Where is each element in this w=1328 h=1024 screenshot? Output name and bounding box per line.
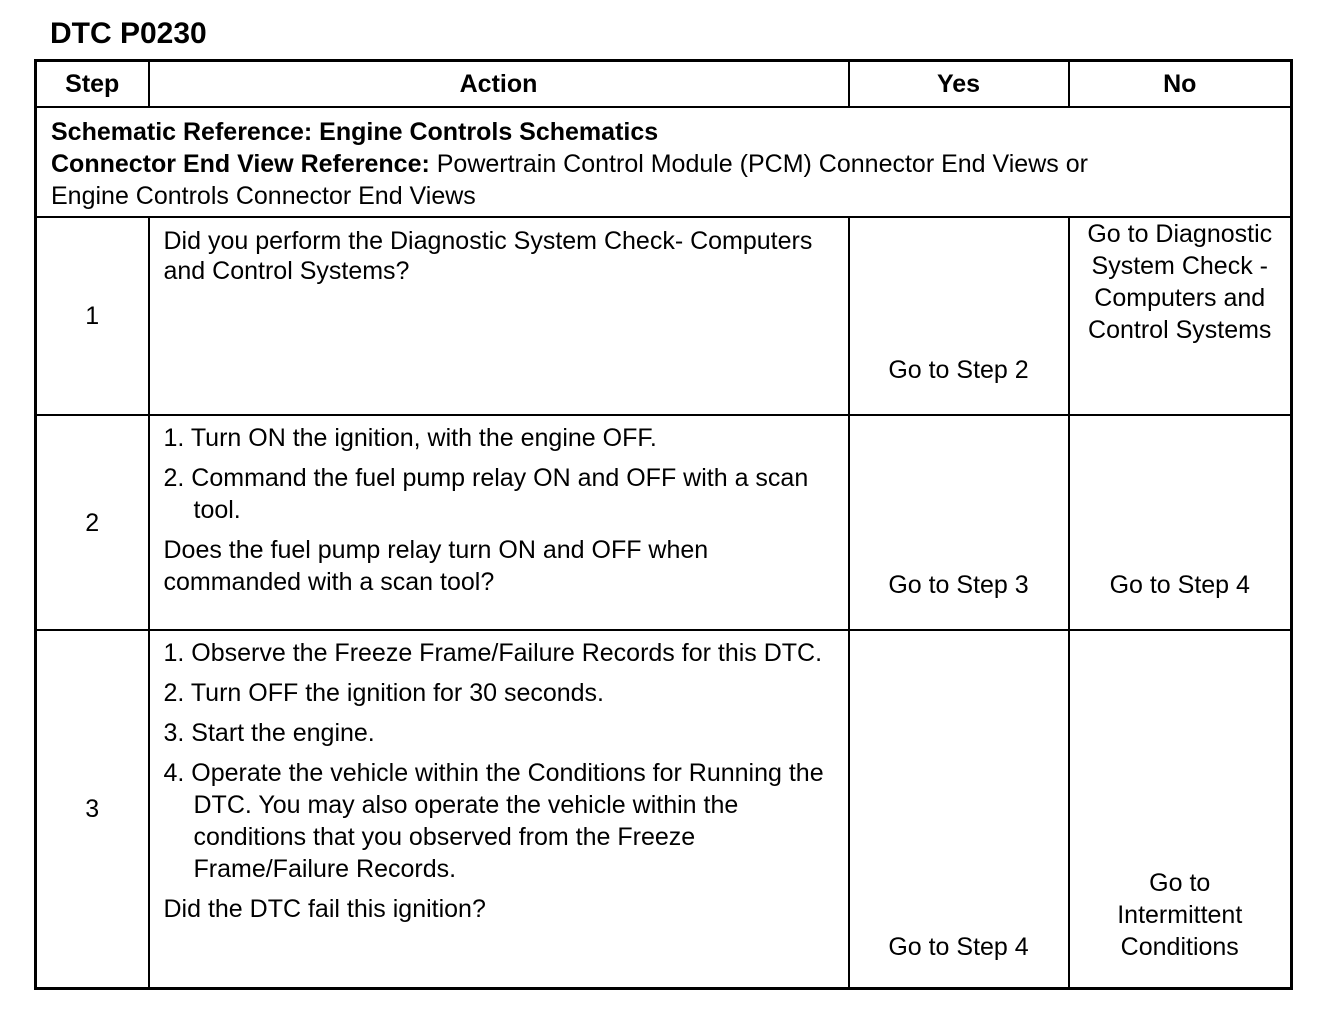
- header-yes: Yes: [849, 61, 1069, 108]
- no-cell: [1069, 415, 1292, 630]
- table-row: [36, 217, 1292, 415]
- diagnostic-table: [34, 59, 1293, 990]
- action-cell: [149, 415, 849, 630]
- list-item: 3. Start the engine.: [163, 719, 375, 747]
- page-title: DTC P0230: [50, 17, 207, 50]
- table-row: [36, 630, 1292, 988]
- list-item: 1. Turn ON the ignition, with the engine OFF.: [163, 424, 657, 452]
- connector-reference-text-2: Engine Controls Connector End Views: [51, 182, 476, 210]
- action-question: Did the DTC fail this ignition?: [163, 895, 486, 923]
- action-steps: [164, 637, 834, 885]
- yes-result: Go to Step 3: [888, 571, 1029, 599]
- step-number: 2: [36, 415, 149, 630]
- no-result: Go to Diagnostic System Check - Computers and Control Systems: [1087, 220, 1273, 344]
- list-item: 2. Turn OFF the ignition for 30 seconds.: [163, 679, 605, 707]
- step-number: 3: [36, 630, 149, 988]
- table-row: [36, 415, 1292, 630]
- list-item: 1. Observe the Freeze Frame/Failure Records for this DTC.: [163, 639, 823, 667]
- action-cell: [149, 630, 849, 988]
- no-cell: [1069, 217, 1292, 415]
- reference-cell: [36, 107, 1292, 217]
- header-no: No: [1069, 61, 1292, 108]
- action-steps: [164, 422, 834, 526]
- list-item: 4. Operate the vehicle within the Conditions for Running the DTC. You may also operate the vehicle within the conditions that you observed from the Freeze Frame/Failure Records.: [163, 759, 824, 883]
- connector-reference-text: Powertrain Control Module (PCM) Connector End Views or: [429, 150, 1088, 178]
- header-row: [36, 61, 1292, 108]
- schematic-reference: Schematic Reference: Engine Controls Schematics: [51, 118, 659, 146]
- no-result: Go to Step 4: [1109, 571, 1250, 599]
- no-result: Go to Intermittent Conditions: [1117, 868, 1243, 961]
- yes-cell: [849, 217, 1069, 415]
- yes-cell: [849, 415, 1069, 630]
- action-question: Did you perform the Diagnostic System Check- Computers and Control Systems?: [163, 227, 813, 285]
- yes-result: Go to Step 2: [888, 356, 1029, 384]
- step-number: 1: [36, 217, 149, 415]
- reference-row: [36, 107, 1292, 217]
- no-cell: [1069, 630, 1292, 988]
- action-cell: [149, 217, 849, 415]
- header-step: Step: [36, 61, 149, 108]
- yes-cell: [849, 630, 1069, 988]
- list-item: 2. Command the fuel pump relay ON and OFF with a scan tool.: [163, 464, 809, 524]
- connector-reference: [51, 148, 1276, 180]
- action-question: Does the fuel pump relay turn ON and OFF when commanded with a scan tool?: [163, 536, 709, 596]
- yes-result: Go to Step 4: [888, 932, 1029, 961]
- connector-reference-label: Connector End View Reference:: [51, 150, 430, 178]
- header-action: Action: [149, 61, 849, 108]
